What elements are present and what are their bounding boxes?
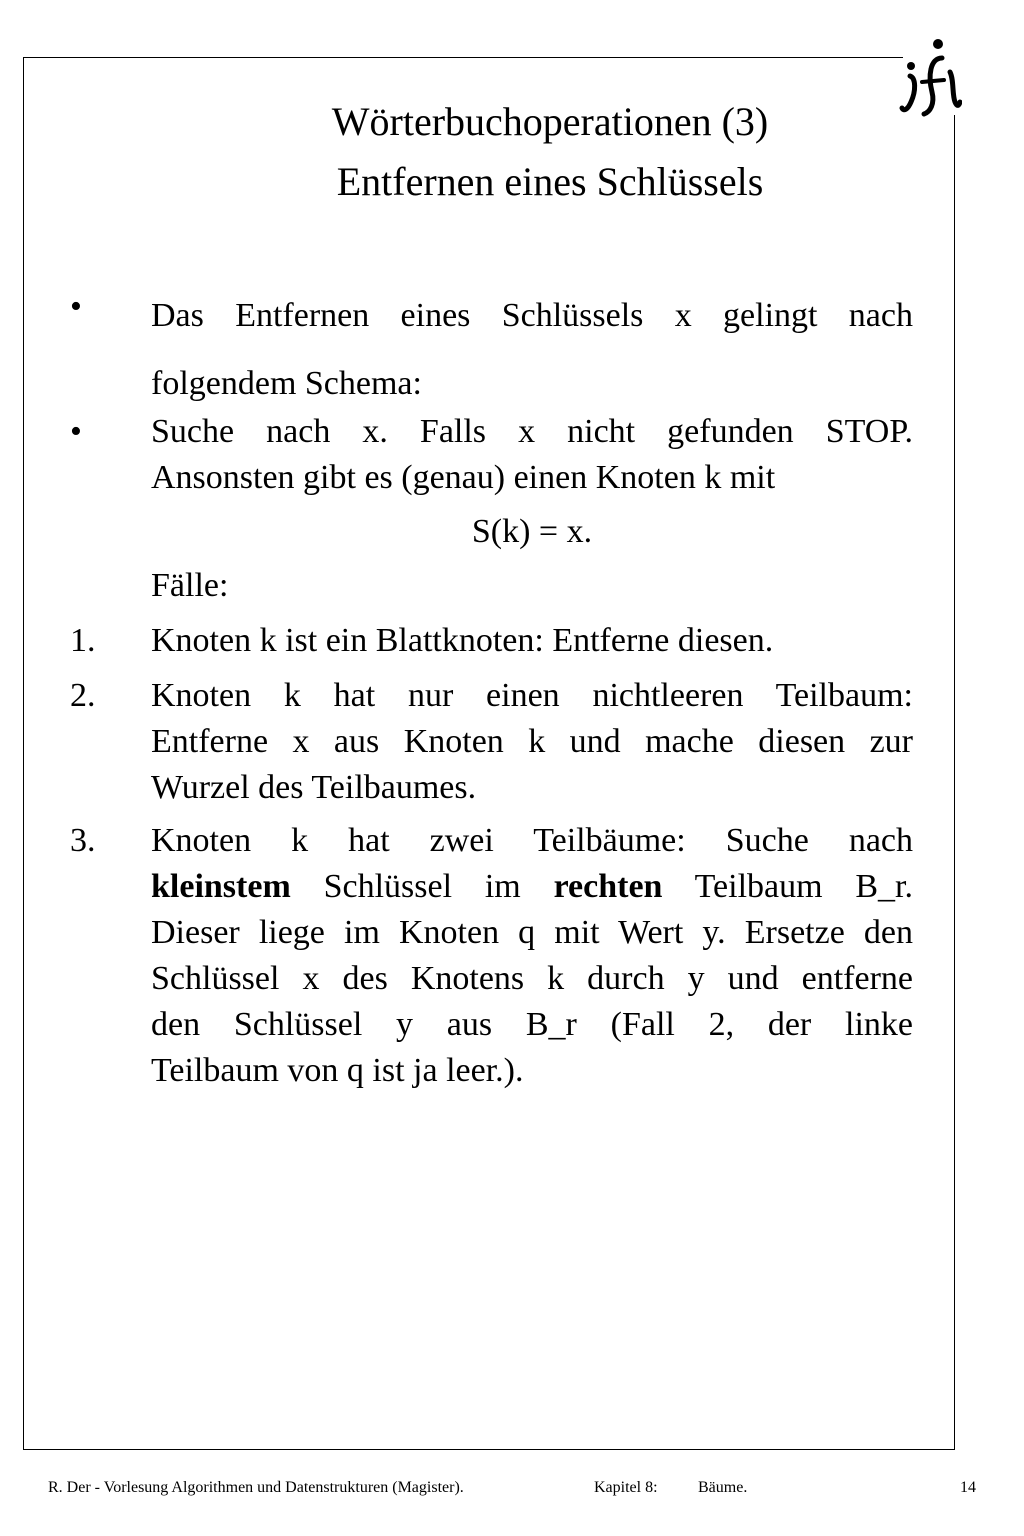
slide-title-line-1: Wörterbuchoperationen (3) xyxy=(331,99,769,144)
footer-page-number: 14 xyxy=(960,1479,976,1496)
slide-frame-top-border xyxy=(23,57,903,58)
cases-label xyxy=(151,563,913,609)
slide-title xyxy=(240,92,860,212)
text-segment: Teilbaum B_r. xyxy=(662,868,913,905)
text-line: folgendem Schema: xyxy=(151,365,422,402)
list-item-text xyxy=(151,673,913,811)
text-line: Entferne x aus Knoten k und mache diesen zur xyxy=(151,723,913,760)
text-line: Knoten k hat zwei Teilbäume: Suche nach xyxy=(151,822,913,859)
list-number: 3. xyxy=(70,822,96,859)
list-number: 2. xyxy=(70,677,96,714)
footer-author: R. Der - Vorlesung Algorithmen und Datenstrukturen (Magister). xyxy=(48,1479,464,1496)
emphasis-right: rechten xyxy=(553,868,663,905)
text-line: Ansonsten gibt es (genau) einen Knoten k mit xyxy=(151,459,776,496)
formula: S(k) = x. xyxy=(471,513,593,550)
list-item-text xyxy=(151,409,913,501)
list-item-text xyxy=(151,818,913,1094)
list-item-text xyxy=(151,618,913,664)
list-item-text xyxy=(151,282,913,418)
text-line: Knoten k hat nur einen nichtleeren Teilbaum: xyxy=(151,677,913,714)
bullet-marker: • xyxy=(70,413,82,450)
text-line: Teilbaum von q ist ja leer.). xyxy=(151,1052,524,1089)
list-number: 1. xyxy=(70,622,96,659)
text-line: Wurzel des Teilbaumes. xyxy=(151,769,477,806)
footer-chapter: Kapitel 8: xyxy=(594,1479,658,1496)
text-line: Knoten k ist ein Blattknoten: Entferne diesen. xyxy=(151,622,774,659)
footer-chapter-title: Bäume. xyxy=(698,1479,748,1496)
text-line: Dieser liege im Knoten q mit Wert y. Ersetze den xyxy=(151,914,913,951)
text-line: Fälle: xyxy=(151,567,229,604)
text-line: den Schlüssel y aus B_r (Fall 2, der linke xyxy=(151,1006,913,1043)
slide-frame-right-border xyxy=(954,115,955,1450)
text-line: Suche nach x. Falls x nicht gefunden STOP. xyxy=(151,413,913,450)
slide-footer xyxy=(48,1476,980,1500)
emphasis-smallest: kleinstem xyxy=(151,868,291,905)
text-segment: Schlüssel im xyxy=(290,868,554,905)
bullet-marker: • xyxy=(70,288,82,325)
ifi-logo-icon xyxy=(898,36,962,118)
text-line: Das Entfernen eines Schlüssels x gelingt nach xyxy=(151,297,913,334)
slide-title-line-2: Entfernen eines Schlüssels xyxy=(336,159,764,204)
text-line xyxy=(151,864,913,910)
text-line: Schlüssel x des Knotens k durch y und entferne xyxy=(151,960,913,997)
